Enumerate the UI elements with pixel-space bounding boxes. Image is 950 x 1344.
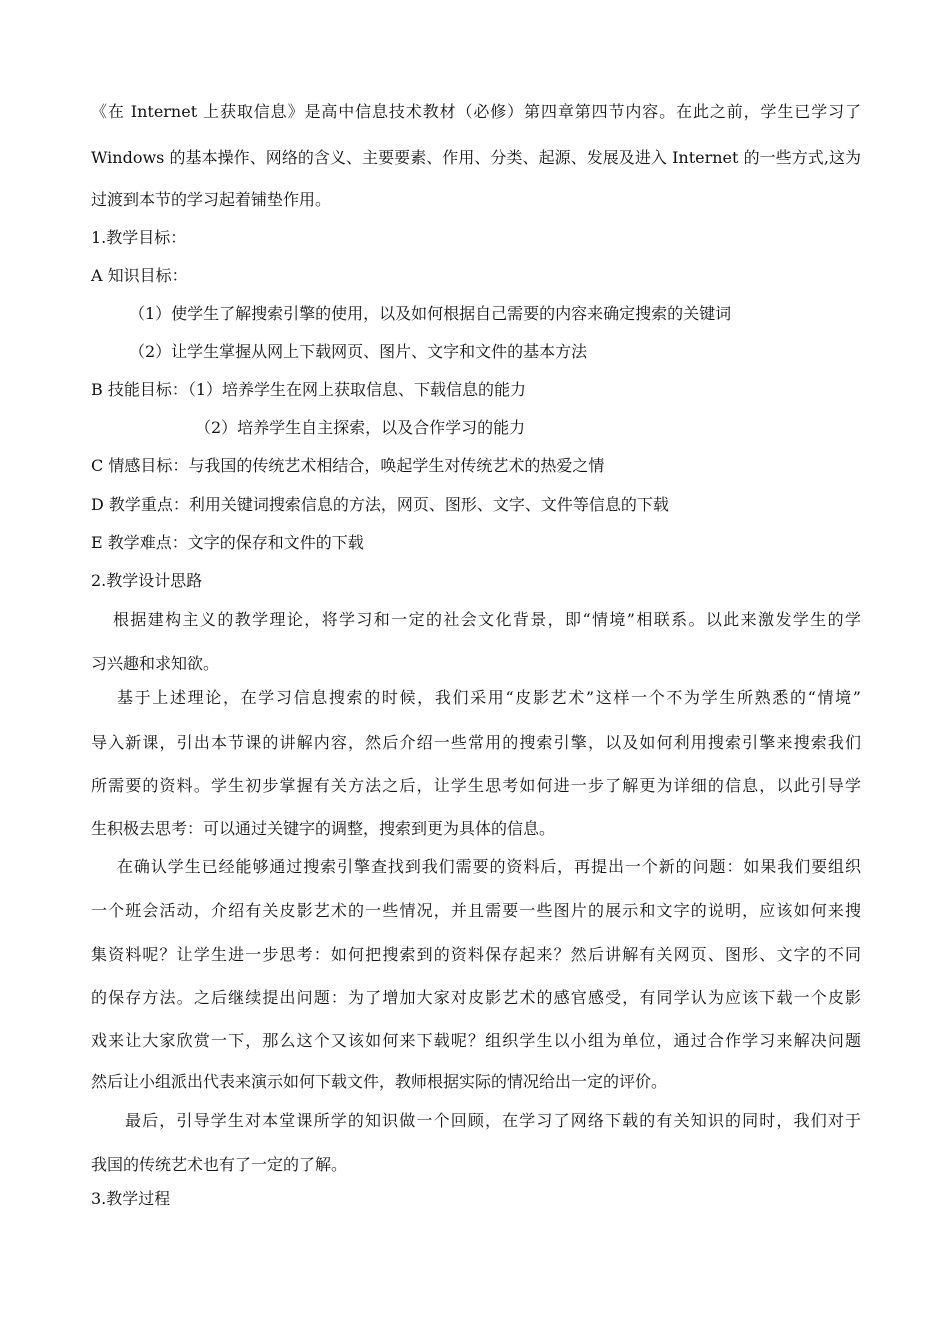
section-1-heading: 1.教学目标： xyxy=(91,228,187,247)
knowledge-goal-item-1: （1）使学生了解搜索引擎的使用，以及如何根据自己需要的内容来确定搜索的关键词 xyxy=(129,304,732,323)
design-paragraph-3-line-5: 戏来让大家欣赏一下，那么这个又该如何来下载呢？组织学生以小组为单位，通过合作学习来解决问题 xyxy=(91,1031,861,1050)
design-paragraph-2-line-2: 导入新课，引出本节课的讲解内容，然后介绍一些常用的搜索引擎，以及如何利用搜索引擎来搜索我们 xyxy=(91,733,861,752)
teaching-difficulty: E 教学难点：文字的保存和文件的下载 xyxy=(91,533,364,552)
design-paragraph-2-line-4: 生积极去思考：可以通过关键字的调整，搜索到更为具体的信息。 xyxy=(91,819,556,838)
design-paragraph-2-line-3: 所需要的资料。学生初步掌握有关方法之后，让学生思考如何进一步了解更为详细的信息，以此引导学 xyxy=(91,776,861,795)
teaching-key-point: D 教学重点：利用关键词搜索信息的方法，网页、图形、文字、文件等信息的下载 xyxy=(91,495,669,514)
design-paragraph-1-line-1: 根据建构主义的教学理论，将学习和一定的社会文化背景，即“情境”相联系。以此来激发学生的学 xyxy=(113,610,861,629)
skill-goal-line-1: B 技能目标：（1）培养学生在网上获取信息、下载信息的能力 xyxy=(91,380,527,399)
knowledge-goal-heading: A 知识目标： xyxy=(91,266,188,285)
design-paragraph-3-line-2: 一个班会活动，介绍有关皮影艺术的一些情况，并且需要一些图片的展示和文字的说明，应该如何来搜 xyxy=(91,901,861,920)
design-paragraph-3-line-6: 然后让小组派出代表来演示如何下载文件，教师根据实际的情况给出一定的评价。 xyxy=(91,1072,668,1091)
emotion-goal: C 情感目标：与我国的传统艺术相结合，唤起学生对传统艺术的热爱之情 xyxy=(91,456,605,475)
intro-line-2: Windows 的基本操作、网络的含义、主要要素、作用、分类、起源、发展及进入 Internet 的一些方式,这为 xyxy=(91,148,861,167)
design-paragraph-2-line-1: 基于上述理论，在学习信息搜索的时候，我们采用“皮影艺术”这样一个不为学生所熟悉的“情境” xyxy=(117,688,861,707)
knowledge-goal-item-2: （2）让学生掌握从网上下载网页、图片、文字和文件的基本方法 xyxy=(129,342,588,361)
section-2-heading: 2.教学设计思路 xyxy=(91,571,203,590)
design-paragraph-3-line-1: 在确认学生已经能够通过搜索引擎查找到我们需要的资料后，再提出一个新的问题：如果我们要组织 xyxy=(117,857,861,876)
intro-line-1: 《在 Internet 上获取信息》是高中信息技术教材（必修）第四章第四节内容。在此之前，学生已学习了 xyxy=(91,102,861,121)
section-3-heading: 3.教学过程 xyxy=(91,1189,171,1208)
intro-line-3: 过渡到本节的学习起着铺垫作用。 xyxy=(91,190,332,209)
design-paragraph-1-line-2: 习兴趣和求知欲。 xyxy=(91,654,220,673)
design-paragraph-4-line-2: 我国的传统艺术也有了一定的了解。 xyxy=(91,1155,348,1174)
design-paragraph-3-line-4: 的保存方法。之后继续提出问题：为了增加大家对皮影艺术的感官感受，有同学认为应该下载一个皮影 xyxy=(91,988,861,1007)
design-paragraph-3-line-3: 集资料呢？让学生进一步思考：如何把搜索到的资料保存起来？然后讲解有关网页、图形、文字的不同 xyxy=(91,945,861,964)
skill-goal-line-2: （2）培养学生自主探索，以及合作学习的能力 xyxy=(195,418,526,437)
design-paragraph-4-line-1: 最后，引导学生对本堂课所学的知识做一个回顾，在学习了网络下载的有关知识的同时，我们对于 xyxy=(125,1111,861,1130)
